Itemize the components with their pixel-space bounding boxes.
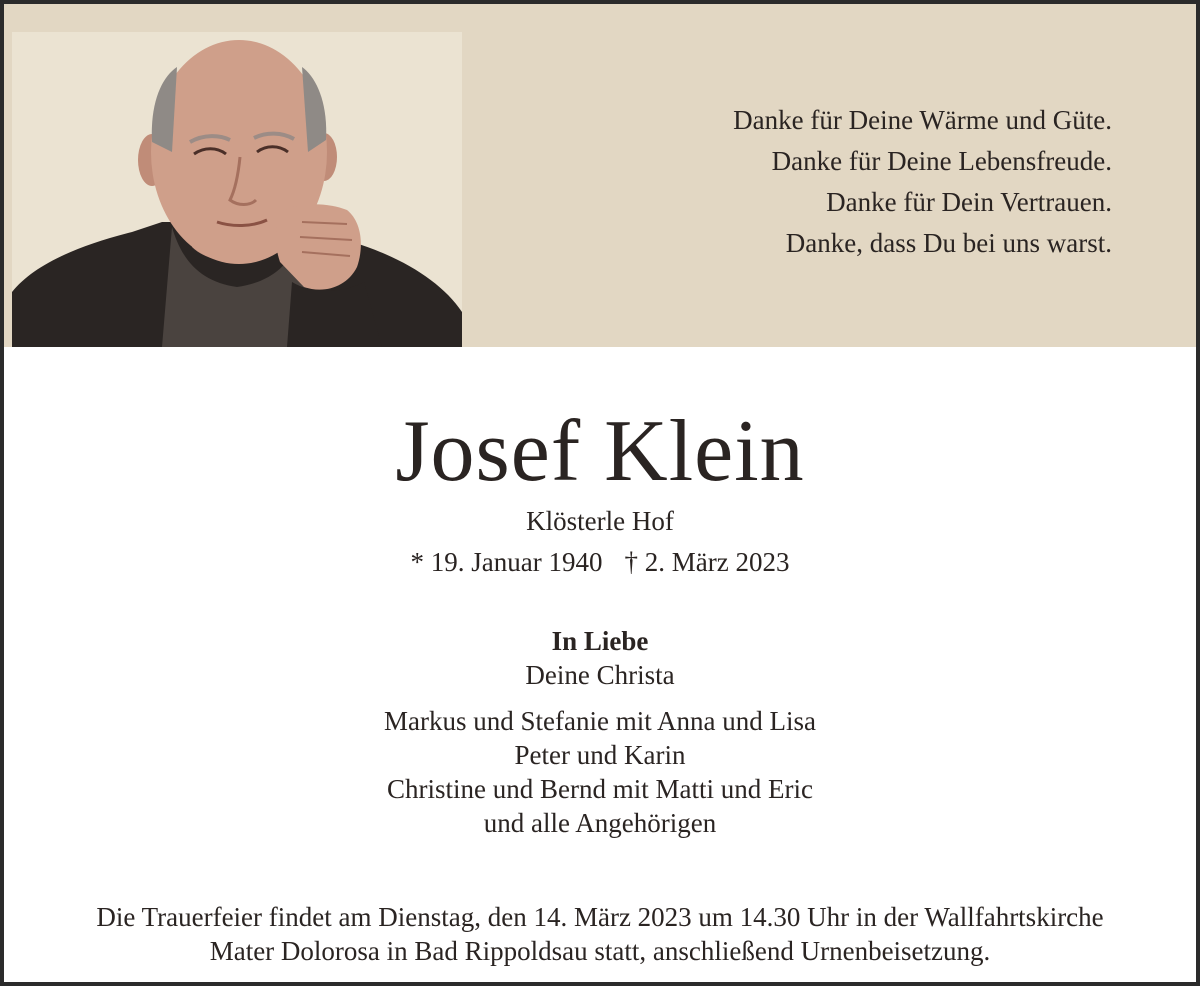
- quote-line: Danke, dass Du bei uns warst.: [785, 228, 1112, 258]
- header-band: [4, 4, 1196, 347]
- family-line: Peter und Karin: [514, 740, 686, 770]
- ceremony-notice: [4, 900, 1196, 968]
- death-date: † 2. März 2023: [624, 547, 790, 577]
- family-line: Markus und Stefanie mit Anna und Lisa: [384, 706, 816, 736]
- quote-line: Danke für Deine Wärme und Güte.: [733, 105, 1112, 135]
- quote-line: Danke für Dein Vertrauen.: [826, 187, 1112, 217]
- deceased-place: Klösterle Hof: [526, 506, 674, 536]
- birth-date: * 19. Januar 1940: [410, 547, 603, 577]
- mourners-heading: In Liebe: [551, 626, 649, 656]
- life-dates: [4, 545, 1196, 579]
- spouse-name: Deine Christa: [525, 660, 675, 690]
- quote-line: Danke für Deine Lebensfreude.: [771, 146, 1112, 176]
- ceremony-line: Mater Dolorosa in Bad Rippoldsau statt, anschließend Urnenbeisetzung.: [209, 936, 991, 966]
- family-line: und alle Angehörigen: [483, 808, 717, 838]
- gratitude-quote: [733, 100, 1112, 264]
- portrait-photo: [12, 32, 462, 347]
- ceremony-line: Die Trauerfeier findet am Dienstag, den 14. März 2023 um 14.30 Uhr in der Wallfahrtskirche: [96, 902, 1104, 932]
- family-line: Christine und Bernd mit Matti und Eric: [387, 774, 813, 804]
- deceased-name: Josef Klein: [395, 403, 805, 500]
- family-list: [4, 704, 1196, 840]
